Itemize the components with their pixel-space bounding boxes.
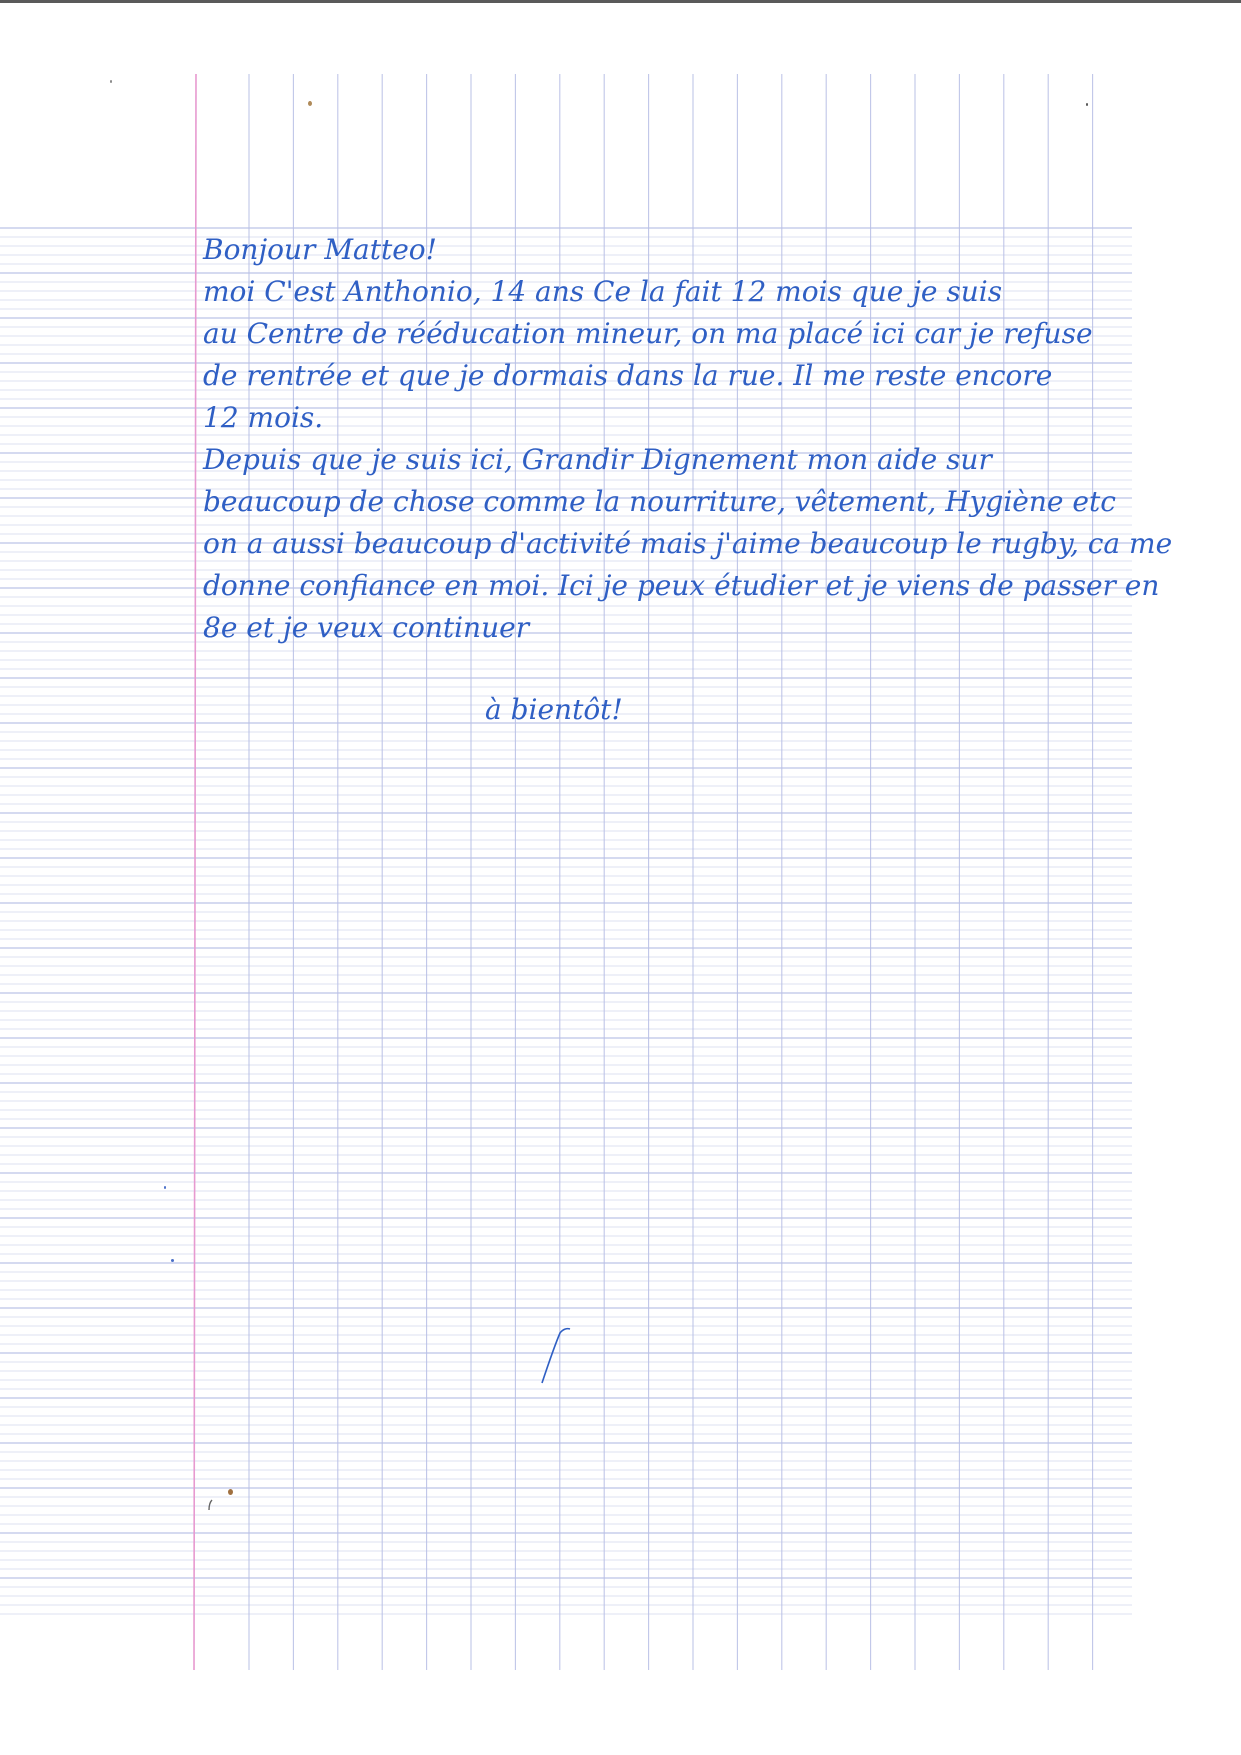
scan-speck bbox=[228, 1489, 233, 1495]
letter-line: de rentrée et que je dormais dans la rue. Il me reste encore bbox=[203, 359, 1053, 392]
letter-line: au Centre de rééducation mineur, on ma placé ici car je refuse bbox=[203, 317, 1093, 350]
scan-speck bbox=[308, 101, 312, 106]
letter-line: on a aussi beaucoup d'activité mais j'aime beaucoup le rugby, ca me bbox=[203, 527, 1173, 560]
letter-line: 12 mois. bbox=[203, 401, 324, 434]
scan-speck bbox=[1086, 103, 1088, 106]
letter-signoff: à bientôt! bbox=[485, 693, 623, 726]
scan-speck bbox=[171, 1259, 174, 1262]
letter-line: beaucoup de chose comme la nourriture, vêtement, Hygiène etc bbox=[203, 485, 1116, 518]
letter-line: Depuis que je suis ici, Grandir Dignement mon aide sur bbox=[203, 443, 992, 476]
stray-pen-mark bbox=[538, 1325, 578, 1387]
stray-pen-mark bbox=[206, 1498, 214, 1512]
scan-speck bbox=[110, 80, 112, 83]
letter-line: donne confiance en moi. Ici je peux étudier et je viens de passer en bbox=[203, 569, 1160, 602]
letter-greeting: Bonjour Matteo! bbox=[203, 233, 437, 266]
letter-line: moi C'est Anthonio, 14 ans Ce la fait 12 mois que je suis bbox=[203, 275, 1003, 308]
scan-speck bbox=[164, 1186, 166, 1189]
letter-line: 8e et je veux continuer bbox=[203, 611, 530, 644]
margin-line bbox=[194, 74, 196, 1670]
